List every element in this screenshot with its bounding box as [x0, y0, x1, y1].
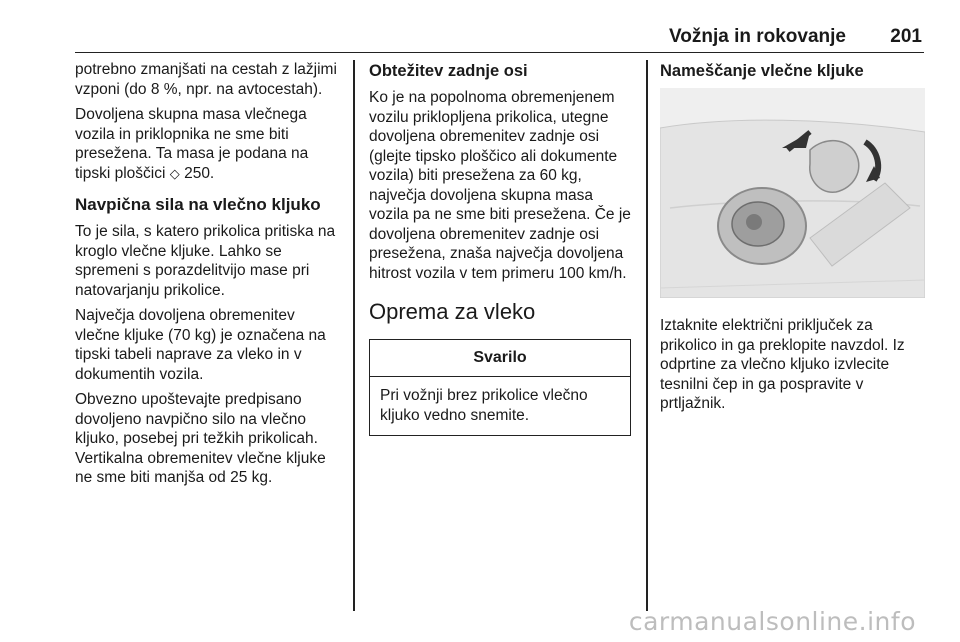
warning-text: Pri vožnji brez prikolice vlečno kljuko vedno snemite.: [380, 387, 588, 424]
column-divider: [353, 60, 355, 611]
paragraph: To je sila, s katero prikolica pritiska na kroglo vlečne kljuke. Lahko se spremeni s porazdelitvijo mase pri natovarjanju prikolice.: [75, 223, 336, 299]
section-title: Vožnja in rokovanje: [668, 26, 846, 47]
paragraph: [75, 105, 343, 184]
page-reference-icon[interactable]: ◇: [169, 166, 180, 182]
column-3: [660, 60, 928, 420]
page-header: [75, 22, 924, 53]
warning-title: Svarilo: [370, 340, 630, 377]
chapter-heading: Oprema za vleko: [369, 299, 536, 324]
column-divider: [646, 60, 648, 611]
column-1: [75, 60, 343, 494]
tow-hook-illustration: [660, 88, 925, 298]
page-reference[interactable]: 250.: [179, 164, 215, 182]
paragraph: Največja dovoljena obremenitev vlečne kljuke (70 kg) je označena na tipski tabeli naprave za vleko in v dokumentih vozila.: [75, 307, 326, 383]
section-heading: Nameščanje vlečne kljuke: [660, 62, 864, 80]
watermark: carmanualsonline.info: [628, 607, 916, 636]
paragraph-text: Dovoljena skupna masa vlečnega vozila in priklopnika ne sme biti presežena. Ta masa je podana na tipski ploščici: [75, 106, 309, 182]
warning-box: [369, 339, 631, 436]
section-heading: Navpična sila na vlečno kljuko: [75, 195, 321, 214]
column-2: [369, 60, 634, 436]
tow-socket-drawing: [660, 88, 925, 298]
paragraph: Ko je na popolnoma obremenjenem vozilu priklopljena prikolica, utegne dovoljena obremenitev zadnje osi (glejte tipsko ploščico ali dokumente vozila) biti presežena za 60 kg, največja dovoljena skupna masa vozila pa ne sme biti presežena. Če je dovoljena obremenitev zadnje osi presežena, znaša največja dovoljena hitrost vozila v tem primeru 100 km/h.: [369, 89, 631, 282]
paragraph: Obvezno upoštevajte predpisano dovoljeno navpično silo na vlečno kljuko, posebej pri težkih prikolicah. Vertikalna obremenitev vlečne kljuke ne sme biti manjša od 25 kg.: [75, 391, 326, 486]
paragraph: Iztaknite električni priključek za prikolico in ga preklopite navzdol. Iz odprtine za vlečno kljuko izvlecite tesnilni čep in ga pospravite v prtljažnik.: [660, 317, 905, 412]
page-number: 201: [890, 26, 922, 47]
paragraph: potrebno zmanjšati na cestah z lažjimi vzponi (do 8 %, npr. na avtocestah).: [75, 61, 337, 98]
section-heading: Obtežitev zadnje osi: [369, 62, 528, 80]
